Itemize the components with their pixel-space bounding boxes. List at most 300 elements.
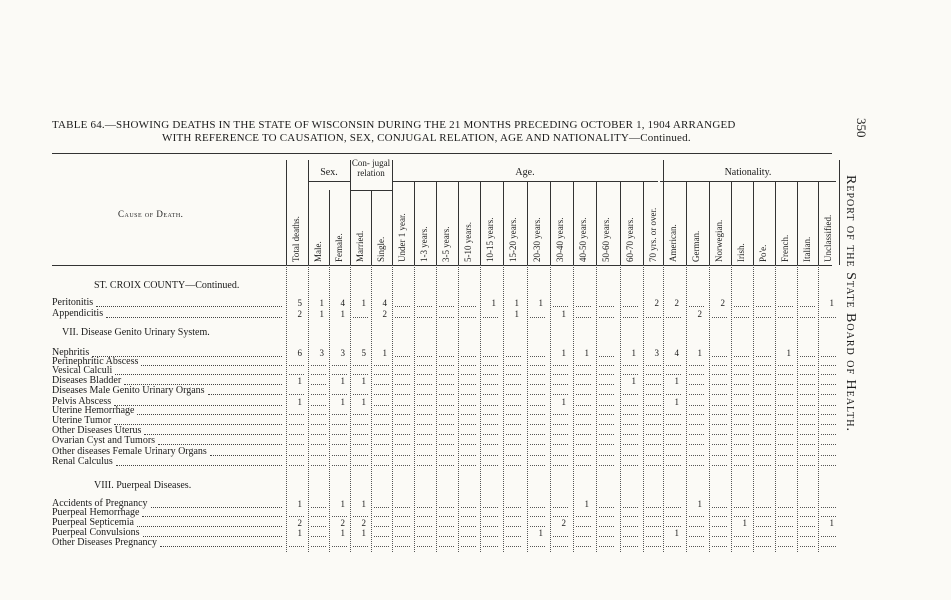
age-group-header: Age.: [515, 167, 535, 178]
row-label: Other Diseases Uterus: [52, 425, 142, 436]
empty-cell: [506, 516, 521, 517]
column-header: Married.: [355, 230, 365, 262]
empty-cell: [332, 516, 347, 517]
empty-cell: [332, 365, 347, 366]
table-cell: 2: [720, 298, 725, 308]
column-divider: [329, 190, 330, 265]
empty-cell: [599, 365, 614, 366]
leader-dots: [141, 365, 282, 366]
empty-cell: [821, 356, 836, 357]
empty-cell: [734, 394, 749, 395]
column-header: Single.: [376, 236, 386, 262]
table-cell: 4: [382, 298, 387, 308]
empty-cell: [666, 434, 681, 435]
empty-cell: [689, 384, 704, 385]
empty-cell: [395, 384, 410, 385]
empty-cell: [800, 317, 815, 318]
column-divider: [527, 181, 528, 265]
column-header: 5-10 years.: [463, 222, 473, 262]
empty-cell: [576, 516, 591, 517]
leader-dots: [143, 536, 282, 537]
empty-cell: [311, 384, 326, 385]
table-cell: 1: [340, 528, 345, 538]
header-bottom-rule: [52, 265, 832, 266]
empty-cell: [756, 434, 771, 435]
empty-cell: [712, 516, 727, 517]
empty-cell: [395, 306, 410, 307]
empty-cell: [666, 444, 681, 445]
column-header: Male.: [313, 241, 323, 262]
empty-cell: [756, 405, 771, 406]
empty-cell: [756, 546, 771, 547]
empty-cell: [734, 434, 749, 435]
empty-cell: [439, 434, 454, 435]
empty-cell: [289, 394, 304, 395]
empty-cell: [461, 546, 476, 547]
empty-cell: [506, 394, 521, 395]
table-cell: 1: [674, 397, 679, 407]
empty-cell: [417, 306, 432, 307]
table-cell: 2: [297, 518, 302, 528]
empty-cell: [417, 455, 432, 456]
empty-cell: [395, 507, 410, 508]
column-header: 3-5 years.: [441, 226, 451, 262]
empty-cell: [756, 507, 771, 508]
row-label: Vesical Calculi: [52, 365, 113, 376]
empty-cell: [395, 455, 410, 456]
empty-cell: [374, 384, 389, 385]
empty-cell: [689, 365, 704, 366]
empty-cell: [800, 405, 815, 406]
empty-cell: [666, 424, 681, 425]
table-cell: 5: [297, 298, 302, 308]
empty-cell: [646, 546, 661, 547]
empty-cell: [712, 546, 727, 547]
empty-cell: [311, 444, 326, 445]
empty-cell: [289, 365, 304, 366]
empty-cell: [712, 356, 727, 357]
empty-cell: [374, 455, 389, 456]
empty-cell: [821, 465, 836, 466]
empty-cell: [666, 317, 681, 318]
empty-cell: [623, 394, 638, 395]
empty-cell: [332, 394, 347, 395]
table-cell: 1: [538, 298, 543, 308]
leader-dots: [137, 414, 282, 415]
empty-cell: [646, 374, 661, 375]
column-divider-dotted: [663, 265, 664, 552]
empty-cell: [530, 546, 545, 547]
column-header: 60-70 years.: [625, 217, 635, 262]
empty-cell: [666, 516, 681, 517]
row-label: Renal Calculus: [52, 456, 113, 467]
empty-cell: [530, 526, 545, 527]
empty-cell: [821, 384, 836, 385]
empty-cell: [689, 405, 704, 406]
empty-cell: [417, 405, 432, 406]
empty-cell: [439, 465, 454, 466]
empty-cell: [332, 455, 347, 456]
empty-cell: [646, 384, 661, 385]
empty-cell: [461, 444, 476, 445]
empty-cell: [395, 536, 410, 537]
empty-cell: [623, 414, 638, 415]
empty-cell: [553, 424, 568, 425]
empty-cell: [530, 394, 545, 395]
table-cell: 1: [674, 376, 679, 386]
empty-cell: [553, 365, 568, 366]
empty-cell: [553, 536, 568, 537]
empty-cell: [289, 516, 304, 517]
empty-cell: [483, 444, 498, 445]
leader-dots: [210, 455, 282, 456]
empty-cell: [599, 394, 614, 395]
empty-cell: [821, 516, 836, 517]
empty-cell: [332, 414, 347, 415]
table-cell: 1: [361, 376, 366, 386]
empty-cell: [417, 374, 432, 375]
empty-cell: [461, 405, 476, 406]
empty-cell: [599, 356, 614, 357]
column-header: Under 1 year.: [397, 213, 407, 262]
column-divider: [686, 181, 687, 265]
empty-cell: [821, 405, 836, 406]
empty-cell: [778, 414, 793, 415]
empty-cell: [599, 444, 614, 445]
empty-cell: [530, 405, 545, 406]
empty-cell: [689, 526, 704, 527]
empty-cell: [734, 365, 749, 366]
empty-cell: [646, 365, 661, 366]
empty-cell: [800, 507, 815, 508]
empty-cell: [439, 455, 454, 456]
empty-cell: [506, 546, 521, 547]
leader-dots: [208, 394, 282, 395]
empty-cell: [800, 444, 815, 445]
empty-cell: [461, 317, 476, 318]
table-cell: 1: [340, 376, 345, 386]
table-cell: 1: [297, 376, 302, 386]
row-label: Other diseases Female Urinary Organs: [52, 446, 207, 457]
empty-cell: [461, 365, 476, 366]
empty-cell: [439, 405, 454, 406]
empty-cell: [483, 356, 498, 357]
row-label: Puerpeal Hemorrhage: [52, 507, 140, 518]
empty-cell: [395, 434, 410, 435]
empty-cell: [576, 424, 591, 425]
empty-cell: [778, 507, 793, 508]
empty-cell: [506, 507, 521, 508]
empty-cell: [778, 536, 793, 537]
empty-cell: [623, 424, 638, 425]
section-puerpeal: VIII. Puerpeal Diseases.: [94, 480, 192, 491]
empty-cell: [439, 546, 454, 547]
table-cell: 1: [829, 298, 834, 308]
leader-dots: [142, 516, 282, 517]
empty-cell: [623, 536, 638, 537]
empty-cell: [712, 374, 727, 375]
title-line-1: TABLE 64.—SHOWING DEATHS IN THE STATE OF WISCONSIN DURING THE 21 MONTHS PRECEDING OCTOBER 1, 1904 ARRANGED: [52, 119, 736, 131]
empty-cell: [461, 394, 476, 395]
table-cell: 1: [491, 298, 496, 308]
empty-cell: [599, 317, 614, 318]
empty-cell: [689, 306, 704, 307]
empty-cell: [689, 424, 704, 425]
row-label: Pelvis Abscess: [52, 396, 112, 407]
empty-cell: [756, 526, 771, 527]
empty-cell: [800, 424, 815, 425]
table-cell: 5: [361, 348, 366, 358]
empty-cell: [666, 455, 681, 456]
empty-cell: [599, 526, 614, 527]
empty-cell: [332, 546, 347, 547]
table-cell: 1: [697, 348, 702, 358]
empty-cell: [353, 516, 368, 517]
column-header: Norwegian.: [714, 219, 724, 262]
empty-cell: [666, 526, 681, 527]
empty-cell: [821, 434, 836, 435]
empty-cell: [646, 394, 661, 395]
column-divider-dotted: [503, 265, 504, 552]
empty-cell: [483, 455, 498, 456]
empty-cell: [800, 465, 815, 466]
column-divider-dotted: [480, 265, 481, 552]
empty-cell: [646, 465, 661, 466]
empty-cell: [506, 536, 521, 537]
empty-cell: [417, 365, 432, 366]
row-label: Perinephritic Abscess: [52, 356, 139, 367]
empty-cell: [576, 374, 591, 375]
empty-cell: [778, 465, 793, 466]
row-label: Other Diseases Pregnancy: [52, 537, 157, 548]
empty-cell: [461, 306, 476, 307]
empty-cell: [666, 394, 681, 395]
column-divider: [709, 181, 710, 265]
empty-cell: [734, 507, 749, 508]
empty-cell: [599, 384, 614, 385]
empty-cell: [395, 444, 410, 445]
empty-cell: [576, 455, 591, 456]
empty-cell: [461, 414, 476, 415]
column-divider: [550, 181, 551, 265]
column-header: 70 yrs. or over.: [648, 207, 658, 262]
empty-cell: [374, 424, 389, 425]
column-divider-dotted: [573, 265, 574, 552]
column-divider: [643, 181, 644, 265]
empty-cell: [576, 384, 591, 385]
empty-cell: [800, 455, 815, 456]
empty-cell: [353, 365, 368, 366]
empty-cell: [756, 317, 771, 318]
empty-cell: [712, 394, 727, 395]
empty-cell: [289, 434, 304, 435]
column-divider-dotted: [308, 265, 309, 552]
empty-cell: [374, 507, 389, 508]
empty-cell: [439, 384, 454, 385]
empty-cell: [800, 356, 815, 357]
row-label: Ovarian Cyst and Tumors: [52, 435, 156, 446]
table-cell: 1: [742, 518, 747, 528]
empty-cell: [576, 526, 591, 527]
row-label: Puerpeal Septicemia: [52, 517, 134, 528]
empty-cell: [530, 414, 545, 415]
empty-cell: [778, 526, 793, 527]
empty-cell: [623, 465, 638, 466]
empty-cell: [599, 455, 614, 456]
empty-cell: [778, 516, 793, 517]
table-cell: 3: [340, 348, 345, 358]
empty-cell: [821, 444, 836, 445]
empty-cell: [461, 356, 476, 357]
empty-cell: [439, 526, 454, 527]
empty-cell: [553, 507, 568, 508]
table-cell: 2: [297, 309, 302, 319]
empty-cell: [332, 465, 347, 466]
empty-cell: [800, 394, 815, 395]
column-divider-dotted: [458, 265, 459, 552]
empty-cell: [395, 516, 410, 517]
empty-cell: [553, 384, 568, 385]
empty-cell: [734, 536, 749, 537]
table-cell: 1: [514, 298, 519, 308]
empty-cell: [623, 444, 638, 445]
empty-cell: [778, 434, 793, 435]
empty-cell: [483, 536, 498, 537]
empty-cell: [646, 424, 661, 425]
empty-cell: [599, 374, 614, 375]
empty-cell: [623, 405, 638, 406]
empty-cell: [623, 455, 638, 456]
running-head: Report of the State Board of Health.: [843, 175, 858, 432]
empty-cell: [734, 516, 749, 517]
empty-cell: [395, 394, 410, 395]
column-divider-dotted: [527, 265, 528, 552]
page-number: 350: [854, 118, 869, 138]
empty-cell: [483, 394, 498, 395]
empty-cell: [417, 414, 432, 415]
empty-cell: [483, 546, 498, 547]
table-cell: 1: [631, 348, 636, 358]
empty-cell: [374, 546, 389, 547]
column-divider: [392, 160, 393, 265]
empty-cell: [374, 394, 389, 395]
table-cell: 1: [340, 499, 345, 509]
empty-cell: [353, 424, 368, 425]
empty-cell: [506, 414, 521, 415]
empty-cell: [800, 384, 815, 385]
table-cell: 1: [340, 397, 345, 407]
empty-cell: [483, 365, 498, 366]
empty-cell: [712, 365, 727, 366]
empty-cell: [712, 424, 727, 425]
table-cell: 2: [697, 309, 702, 319]
column-header: American.: [668, 224, 678, 262]
empty-cell: [734, 356, 749, 357]
empty-cell: [778, 394, 793, 395]
empty-cell: [311, 455, 326, 456]
empty-cell: [311, 516, 326, 517]
empty-cell: [530, 516, 545, 517]
empty-cell: [483, 374, 498, 375]
empty-cell: [483, 465, 498, 466]
empty-cell: [666, 546, 681, 547]
table-cell: 1: [561, 397, 566, 407]
empty-cell: [576, 546, 591, 547]
empty-cell: [553, 455, 568, 456]
empty-cell: [439, 444, 454, 445]
empty-cell: [289, 465, 304, 466]
empty-cell: [353, 317, 368, 318]
empty-cell: [821, 394, 836, 395]
column-divider: [753, 181, 754, 265]
leader-dots: [151, 507, 282, 508]
empty-cell: [374, 434, 389, 435]
column-divider: [818, 181, 819, 265]
empty-cell: [439, 317, 454, 318]
column-divider-dotted: [436, 265, 437, 552]
empty-cell: [461, 507, 476, 508]
empty-cell: [417, 516, 432, 517]
empty-cell: [712, 465, 727, 466]
table-cell: 6: [297, 348, 302, 358]
column-divider-dotted: [797, 265, 798, 552]
table-cell: 1: [697, 499, 702, 509]
column-divider-dotted: [414, 265, 415, 552]
column-divider: [480, 181, 481, 265]
empty-cell: [483, 526, 498, 527]
empty-cell: [756, 306, 771, 307]
empty-cell: [311, 394, 326, 395]
empty-cell: [506, 374, 521, 375]
empty-cell: [553, 434, 568, 435]
table-cell: 1: [786, 348, 791, 358]
empty-cell: [439, 516, 454, 517]
empty-cell: [646, 516, 661, 517]
empty-cell: [623, 317, 638, 318]
empty-cell: [599, 516, 614, 517]
empty-cell: [311, 536, 326, 537]
empty-cell: [395, 465, 410, 466]
title-line-2: WITH REFERENCE TO CAUSATION, SEX, CONJUGAL RELATION, AGE AND NATIONALITY—Continued.: [162, 132, 691, 144]
empty-cell: [778, 374, 793, 375]
table-cell: 2: [382, 309, 387, 319]
empty-cell: [506, 356, 521, 357]
table-cell: 1: [514, 309, 519, 319]
empty-cell: [623, 434, 638, 435]
table-cell: 1: [631, 376, 636, 386]
table-cell: 1: [829, 518, 834, 528]
empty-cell: [666, 374, 681, 375]
table-cell: 1: [297, 499, 302, 509]
empty-cell: [821, 507, 836, 508]
table-cell: 2: [561, 518, 566, 528]
empty-cell: [576, 365, 591, 366]
empty-cell: [530, 384, 545, 385]
empty-cell: [439, 306, 454, 307]
empty-cell: [506, 384, 521, 385]
column-divider: [620, 181, 621, 265]
row-label: Diseases Male Genito Urinary Organs: [52, 385, 205, 396]
empty-cell: [374, 465, 389, 466]
empty-cell: [395, 526, 410, 527]
empty-cell: [800, 526, 815, 527]
empty-cell: [623, 516, 638, 517]
empty-cell: [821, 455, 836, 456]
empty-cell: [756, 356, 771, 357]
empty-cell: [553, 306, 568, 307]
empty-cell: [289, 455, 304, 456]
empty-cell: [712, 405, 727, 406]
